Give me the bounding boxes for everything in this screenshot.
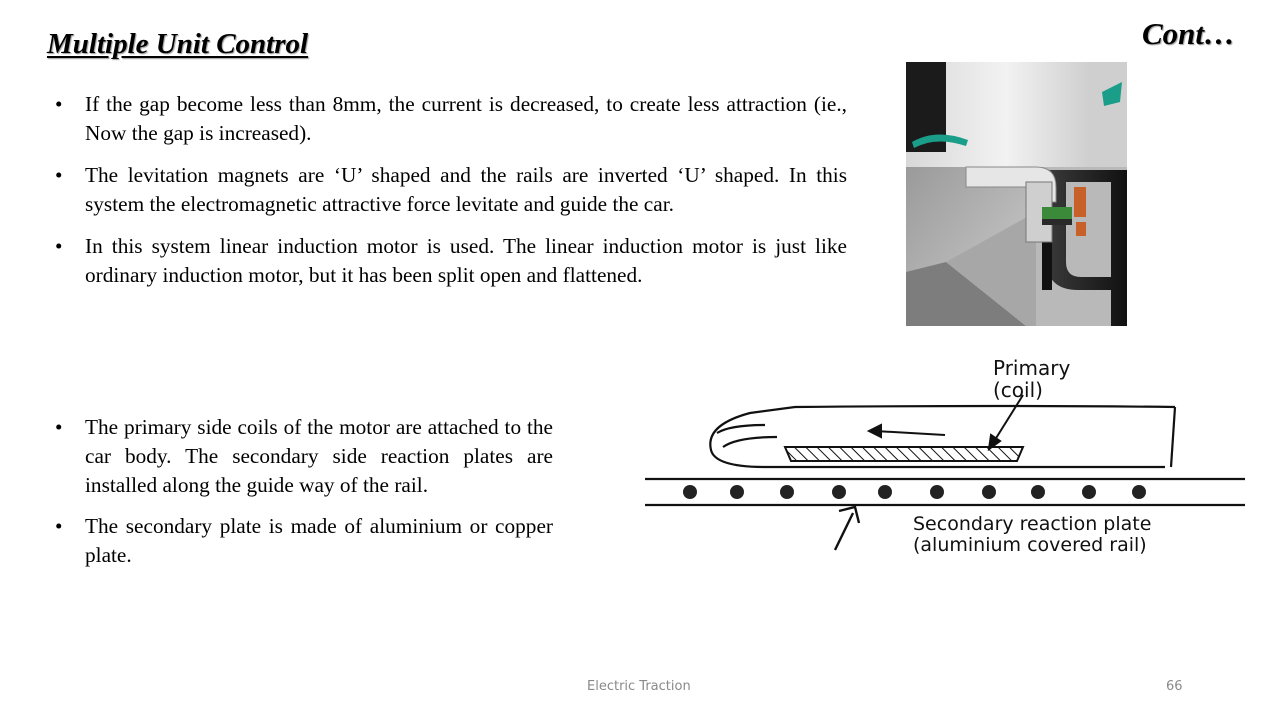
primary-sub-label: (coil) xyxy=(993,378,1043,402)
bullet-dot: • xyxy=(55,92,63,116)
footer-title: Electric Traction xyxy=(587,679,691,694)
bullet-text: If the gap become less than 8mm, the current is decreased, to create less attraction (ie., Now the gap is increased). xyxy=(85,92,847,145)
slide-title: Multiple Unit Control xyxy=(47,28,309,60)
primary-label: Primary xyxy=(993,356,1071,380)
bullet-list-bottom xyxy=(47,413,553,582)
bullet-item xyxy=(47,413,553,500)
bullet-item xyxy=(47,232,847,290)
bullet-dot: • xyxy=(55,234,63,258)
direction-arrow xyxy=(869,425,945,437)
bullet-item xyxy=(47,161,847,219)
bullet-dot: • xyxy=(55,163,63,187)
bullet-item xyxy=(47,512,553,570)
secondary-sub-label: (aluminium covered rail) xyxy=(913,534,1147,555)
bullet-text: The primary side coils of the motor are attached to the car body. The secondary side reaction plates are installed along the guide way of the rail. xyxy=(85,415,553,497)
bullet-dot: • xyxy=(55,415,63,439)
primary-coil xyxy=(785,447,1023,461)
bullet-dot: • xyxy=(55,514,63,538)
linear-induction-motor-diagram xyxy=(645,355,1245,555)
bullet-text: The secondary plate is made of aluminium or copper plate. xyxy=(85,514,553,567)
bullet-text: The levitation magnets are ‘U’ shaped and the rails are inverted ‘U’ shaped. In this system the electromagnetic attractive force levitate and guide the car. xyxy=(85,163,847,216)
secondary-label: Secondary reaction plate xyxy=(913,513,1152,535)
maglev-magnet-photo xyxy=(906,62,1127,326)
continued-label: Cont… xyxy=(1142,16,1236,51)
bullet-list-top xyxy=(47,90,847,303)
reaction-plate-bolts xyxy=(683,485,1146,499)
page-number: 66 xyxy=(1166,679,1183,694)
bullet-item xyxy=(47,90,847,148)
bullet-text: In this system linear induction motor is used. The linear induction motor is just like ordinary induction motor, but it has been split open and flattened. xyxy=(85,234,847,287)
